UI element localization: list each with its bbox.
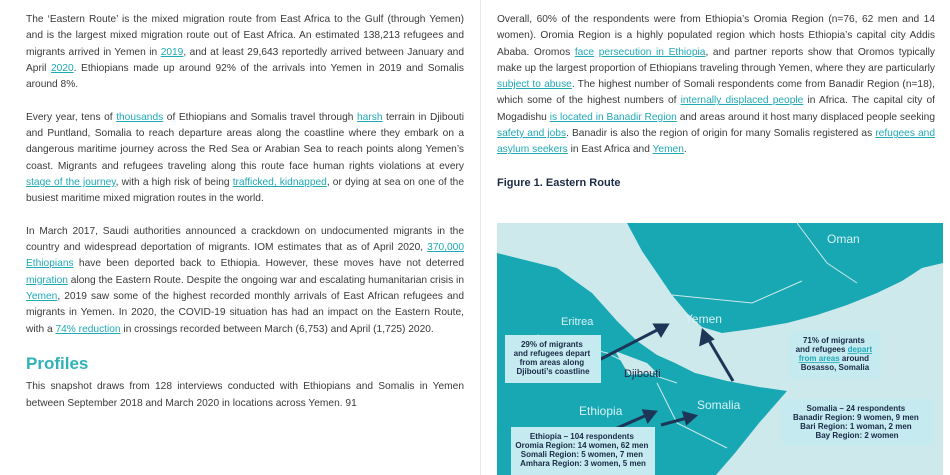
link-from-areas[interactable]: from areas: [798, 354, 840, 363]
text: in East Africa and: [567, 144, 653, 156]
callout-line: [799, 354, 869, 363]
text: in Africa. The capital city of Mogadishu: [497, 95, 935, 123]
callout-line: [796, 345, 873, 354]
callout-line: Somalia – 24 respondents: [806, 404, 906, 413]
link-2020[interactable]: 2020: [50, 62, 74, 74]
deportation-paragraph: [26, 224, 464, 338]
link-persecution[interactable]: persecution in Ethiopia: [598, 46, 706, 58]
text: , or dying at sea on one of the busiest maritime mixed migration routes in the world.: [26, 176, 465, 205]
link-stage-of-journey[interactable]: stage of the journey: [26, 176, 116, 188]
callout-line: and refugees depart: [513, 349, 591, 358]
text: Overall, 60% of the respondents were from Ethiopia’s Oromia Region (n=76, 62 men and 14 women). Oromia Region is a highly populated region which hosts Ethiopia’s capital city Addis Ababa. Oromos: [497, 14, 935, 58]
link-370000-ethiopians[interactable]: 370,000 Ethiopians: [26, 242, 464, 270]
link-harsh[interactable]: harsh: [357, 111, 383, 123]
callout-line: Banadir Region: 9 women, 9 men: [792, 413, 919, 422]
callout-line: Ethiopia – 104 respondents: [529, 432, 634, 441]
callout-line: Amhara Region: 3 women, 5 men: [520, 459, 646, 468]
callout-line: Bari Region: 1 woman, 2 men: [800, 422, 912, 431]
link-74-reduction[interactable]: 74% reduction: [55, 323, 121, 335]
text: . The highest number of Somali respondents come from Banadir Region (n=18), which some of the highest numbers of: [497, 79, 935, 107]
label-oman: Oman: [827, 232, 860, 246]
callout-bosasso-text: [796, 336, 875, 372]
callout-djibouti-text: [514, 340, 593, 376]
callout-text: and refugees: [795, 345, 848, 354]
text: . Ethiopians made up around 92% of the arrivals into Yemen in 2019 and Somalis around 8%.: [26, 62, 464, 91]
link-banadir-region[interactable]: is located in Banadir Region: [549, 111, 677, 123]
text: have been deported back to Ethiopia. However, these moves have not deterred: [73, 258, 464, 270]
link-migration[interactable]: migration: [26, 274, 68, 286]
callout-line: 29% of migrants: [520, 340, 583, 349]
label-ethiopia: Ethiopia: [579, 404, 623, 418]
callout-line: from areas along: [519, 358, 585, 367]
callout-line: Somali Region: 5 women, 7 men: [520, 450, 644, 459]
text: , 2019 saw some of the highest recorded monthly arrivals of East African refugees and migrants in Yemen. In 2020, the COVID-19 situation has had an impact on the Eastern Route, with a: [26, 291, 464, 335]
text: terrain in Djibouti and Puntland, Somalia to reach departure areas along the coastline where they embark on a dangerous maritime journey across the Red Sea or Arabian Sea to reach points along Yemen’s coast. Migrants and refugees traveling along this route face human rights violations at every: [26, 111, 464, 172]
text: and areas around it host many displaced people seeking: [676, 111, 936, 123]
text: , with a high risk of being: [115, 176, 233, 188]
callout-line: Bosasso, Somalia: [800, 363, 870, 372]
link-2019[interactable]: 2019: [160, 46, 184, 58]
journey-paragraph: [26, 110, 464, 208]
text: , and at least 29,643 reportedly arrived between January and April: [26, 46, 464, 74]
text: .: [683, 144, 687, 156]
link-idp[interactable]: internally displaced people: [680, 95, 804, 107]
figure-title: Figure 1. Eastern Route: [497, 176, 621, 189]
label-yemen: Yemen: [685, 312, 722, 326]
text: in crossings recorded between March (6,753) and April (1,725) 2020.: [120, 323, 434, 335]
link-subject-to-abuse[interactable]: subject to abuse: [497, 79, 572, 91]
callout-line: 71% of migrants: [802, 336, 865, 345]
text: of Ethiopians and Somalis travel through: [163, 111, 357, 123]
link-thousands[interactable]: thousands: [116, 111, 164, 123]
right-column: [497, 12, 935, 199]
column-divider: [480, 0, 481, 475]
left-column: [26, 12, 464, 428]
callout-line: Bay Region: 2 women: [815, 431, 899, 440]
callout-ethiopia-text: [515, 432, 650, 468]
link-depart[interactable]: depart: [847, 345, 873, 354]
text: , and partner reports show that Oromos typically make up the largest proportion of Ethiopians traveling through Yemen, where they are particularly: [497, 46, 935, 74]
callout-text: around: [839, 354, 870, 363]
link-safety-jobs[interactable]: safety and jobs: [497, 128, 567, 140]
label-somalia: Somalia: [697, 398, 741, 412]
callout-line: Oromia Region: 14 women, 62 men: [515, 441, 649, 450]
link-yemen[interactable]: Yemen: [26, 291, 58, 303]
map-svg: [497, 223, 943, 475]
link-yemen-2[interactable]: Yemen: [652, 144, 684, 156]
text: The ‘Eastern Route’ is the mixed migration route from East Africa to the Gulf (through Yemen) and is the largest mixed migration route out of East Africa. An estimated 138,213 refugees and migrants arrived in Yemen in: [26, 14, 464, 58]
text: . Banadir is also the region of origin for many Somalis registered as: [566, 128, 876, 140]
link-refugees-asylum[interactable]: refugees and asylum seekers: [497, 128, 936, 156]
eastern-route-map: [497, 223, 943, 475]
label-eritrea: Eritrea: [561, 316, 594, 328]
profiles-paragraph: This snapshot draws from 128 interviews conducted with Ethiopians and Somalis in Yemen between September 2018 and March 2020 in locations across Yemen. 91: [26, 381, 464, 409]
link-trafficked-kidnapped[interactable]: trafficked, kidnapped: [232, 176, 327, 188]
text: along the Eastern Route. Despite the ongoing war and escalating humanitarian crisis in: [67, 274, 464, 286]
intro-paragraph: [26, 12, 464, 93]
callout-line: Djibouti’s coastline: [516, 367, 590, 376]
link-face[interactable]: face: [574, 46, 595, 58]
text: Every year, tens of: [26, 111, 117, 123]
oromia-paragraph: [497, 12, 935, 159]
label-djibouti: Djibouti: [624, 368, 661, 380]
text: In March 2017, Saudi authorities announced a crackdown on undocumented migrants in the country and widespread deportation of migrants. IOM estimates that as of April 2020,: [26, 225, 464, 254]
profiles-heading: Profiles: [26, 354, 89, 374]
